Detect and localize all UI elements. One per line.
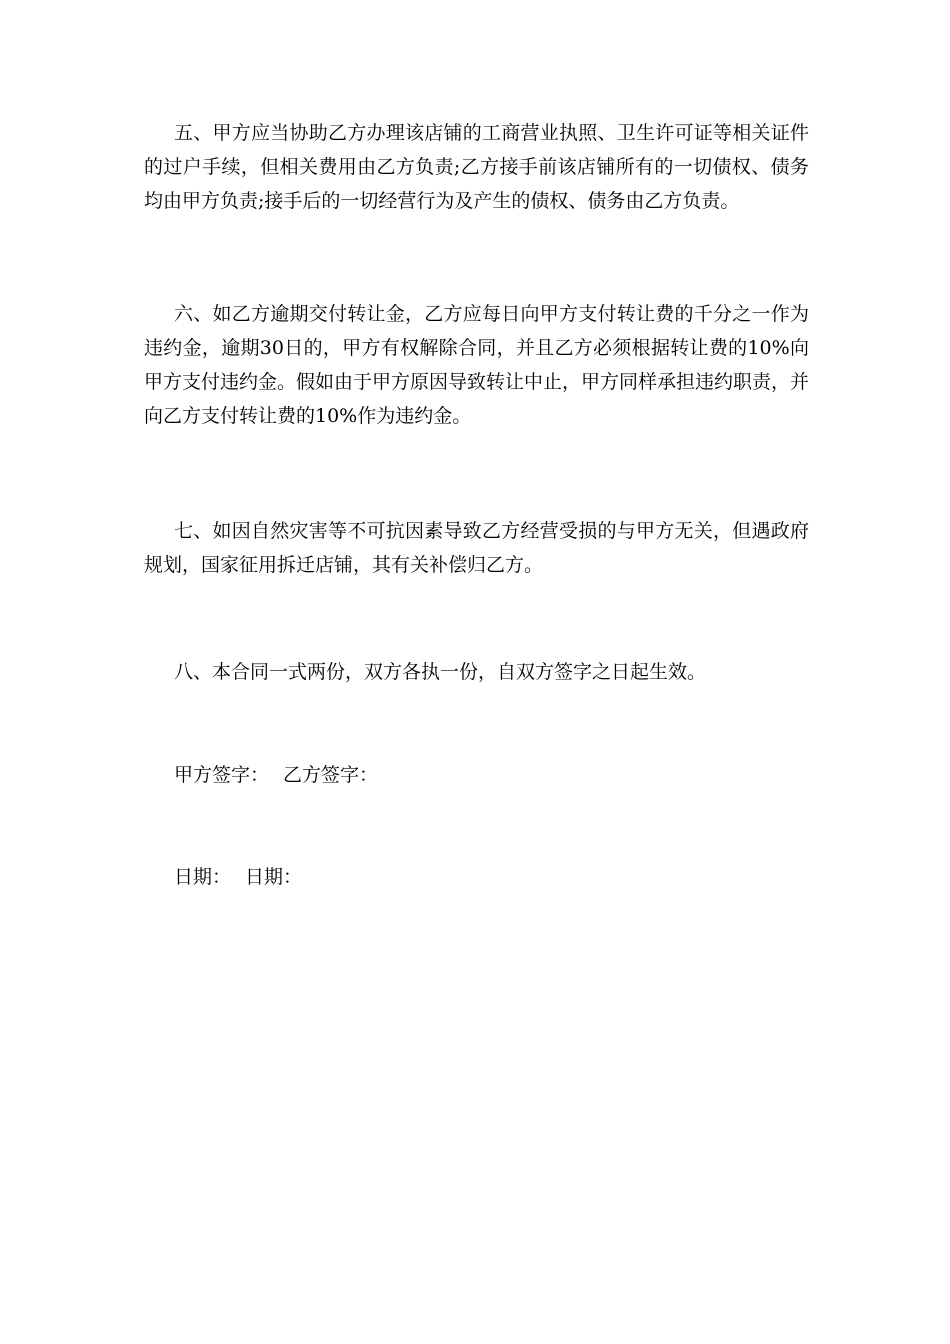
party-a-signature-label: 甲方签字： <box>174 764 270 786</box>
clause-5: 五、甲方应当协助乙方办理该店铺的工商营业执照、卫生许可证等相关证件的过户手续，但相关费用由乙方负责;乙方接手前该店铺所有的一切债权、债务均由甲方负责;接手后的一切经营行为及产生的债权、债务由乙方负责。 <box>144 122 809 212</box>
signature-line <box>174 758 378 792</box>
party-a-date-label: 日期： <box>174 866 232 888</box>
clause-8: 八、本合同一式两份，双方各执一份，自双方签字之日起生效。 <box>174 661 707 683</box>
clause-7: 七、如因自然灾害等不可抗因素导致乙方经营受损的与甲方无关，但遇政府规划，国家征用拆迁店铺，其有关补偿归乙方。 <box>144 520 809 576</box>
party-b-signature-label: 乙方签字： <box>283 764 379 786</box>
clause-6: 六、如乙方逾期交付转让金，乙方应每日向甲方支付转让费的千分之一作为违约金，逾期30日的，甲方有权解除合同，并且乙方必须根据转让费的10%向甲方支付违约金。假如由于甲方原因导致转让中止，甲方同样承担违约职责，并向乙方支付转让费的10%作为违约金。 <box>144 303 810 427</box>
party-b-date-label: 日期： <box>245 866 303 888</box>
date-line <box>174 860 302 894</box>
